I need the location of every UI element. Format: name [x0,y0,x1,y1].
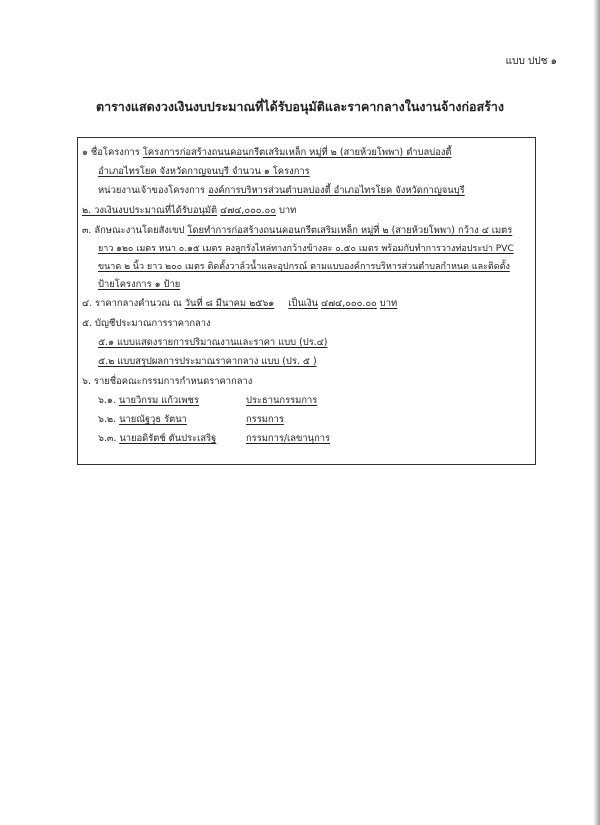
budget-unit: บาท [278,205,297,216]
agency-value: องค์การบริหารส่วนตำบลบ่องตี้ อำเภอไทรโยค จังหวัดกาญจนบุรี [208,185,465,196]
median-price-amount-label: เป็นเงิน [288,298,318,309]
member-number: ๖.๓. [98,433,117,444]
member-role: กรรมการ [246,414,284,425]
item6-row [82,375,252,388]
form-code: แบบ ปปช ๑ [505,56,557,67]
item3-row-4 [98,278,180,291]
estimate-list-label: ๕. บัญชีประมาณการราคากลาง [82,318,211,329]
scope-line-2: ยาว ๑๒๐ เมตร หนา ๐.๑๕ เมตร ลงลูกรังไหล่ทางกว้างข้างละ ๐.๕๐ เมตร พร้อมกับทำการวางท่อประปา PVC [98,244,514,254]
member-role: ประธานกรรมการ [246,395,318,406]
median-price-amount: ๔๗๔,๐๐๐.๐๐ [320,298,377,309]
median-price-unit: บาท [379,298,398,309]
member-number: ๖.๑. [98,395,116,406]
item1-label: ๑ ชื่อโครงการ [82,147,140,158]
member-name: นายวิกรม แก้วเพชร [118,395,199,406]
project-location: อำเภอไทรโยค จังหวัดกาญจนบุรี จำนวน ๑ โครงการ [98,166,310,177]
estimate-form-1: ๕.๑ แบบแสดงรายการปริมาณงานและราคา แบบ (ปร.๔) [98,337,328,348]
budget-amount: ๔๗๔,๐๐๐.๐๐ [220,205,276,216]
committee-member-role [246,432,330,445]
item2-row [82,204,296,217]
median-price-date: วันที่ ๘ มีนาคม ๒๕๖๑ [184,298,275,309]
item5-sub2-row [98,355,317,368]
agency-label: หน่วยงานเจ้าของโครงการ [98,185,206,196]
item1-location-row [98,165,310,178]
committee-member-role [246,394,317,407]
committee-member [98,432,216,445]
item5-row [82,317,211,330]
project-name: โครงการก่อสร้างถนนคอนกรีตเสริมเหล็ก หมู่ที่ ๒ (สายห้วยโพพา) ตำบลบ่องตี้ [142,147,452,158]
scope-line-1: โดยทำการก่อสร้างถนนคอนกรีตเสริมเหล็ก หมู่ที่ ๒ (สายห้วยโพพา) กว้าง ๔ เมตร [187,225,513,236]
median-price-label: ๔. ราคากลางคำนวณ ณ [82,298,182,309]
member-name: นายณัฐวุธ รัตนา [119,414,187,425]
item3-row-2 [98,242,514,256]
item1-row [82,146,452,159]
scope-line-4: ป้ายโครงการ ๑ ป้าย [98,279,181,290]
scope-line-3: ขนาด ๒ นิ้ว ยาว ๒๐๐ เมตร ติดตั้งวาล์วน้ำและอุปกรณ์ ตามแบบองค์การบริหารส่วนตำบลกำหนด และติดตั้ง [98,262,510,272]
member-name: นายอดิรัตช์ ตันประเสริฐ [119,433,217,444]
page-edge-shadow [593,0,600,825]
scope-label: ๓. ลักษณะงานโดยสังเขป [82,225,185,236]
budget-label: ๒. วงเงินงบประมาณที่ได้รับอนุมัติ [82,205,218,216]
item3-row [82,224,512,237]
item4-row [82,297,397,310]
committee-member [98,413,187,426]
info-table [77,137,536,465]
item5-sub1-row [98,336,327,349]
committee-member-role [246,413,284,426]
member-number: ๖.๒. [98,414,117,425]
estimate-form-2: ๕.๒ แบบสรุปผลการประมาณราคากลาง แบบ (ปร. ๕ ) [98,356,317,367]
item1-agency-row [98,184,465,197]
committee-member [98,394,199,407]
item3-row-3 [98,260,510,274]
committee-label: ๖. รายชื่อคณะกรรมการกำหนดราคากลาง [82,376,253,387]
page-title: ตารางแสดงวงเงินงบประมาณที่ได้รับอนุมัติและราคากลางในงานจ้างก่อสร้าง [95,99,505,114]
member-role: กรรมการ/เลขานุการ [246,433,331,444]
